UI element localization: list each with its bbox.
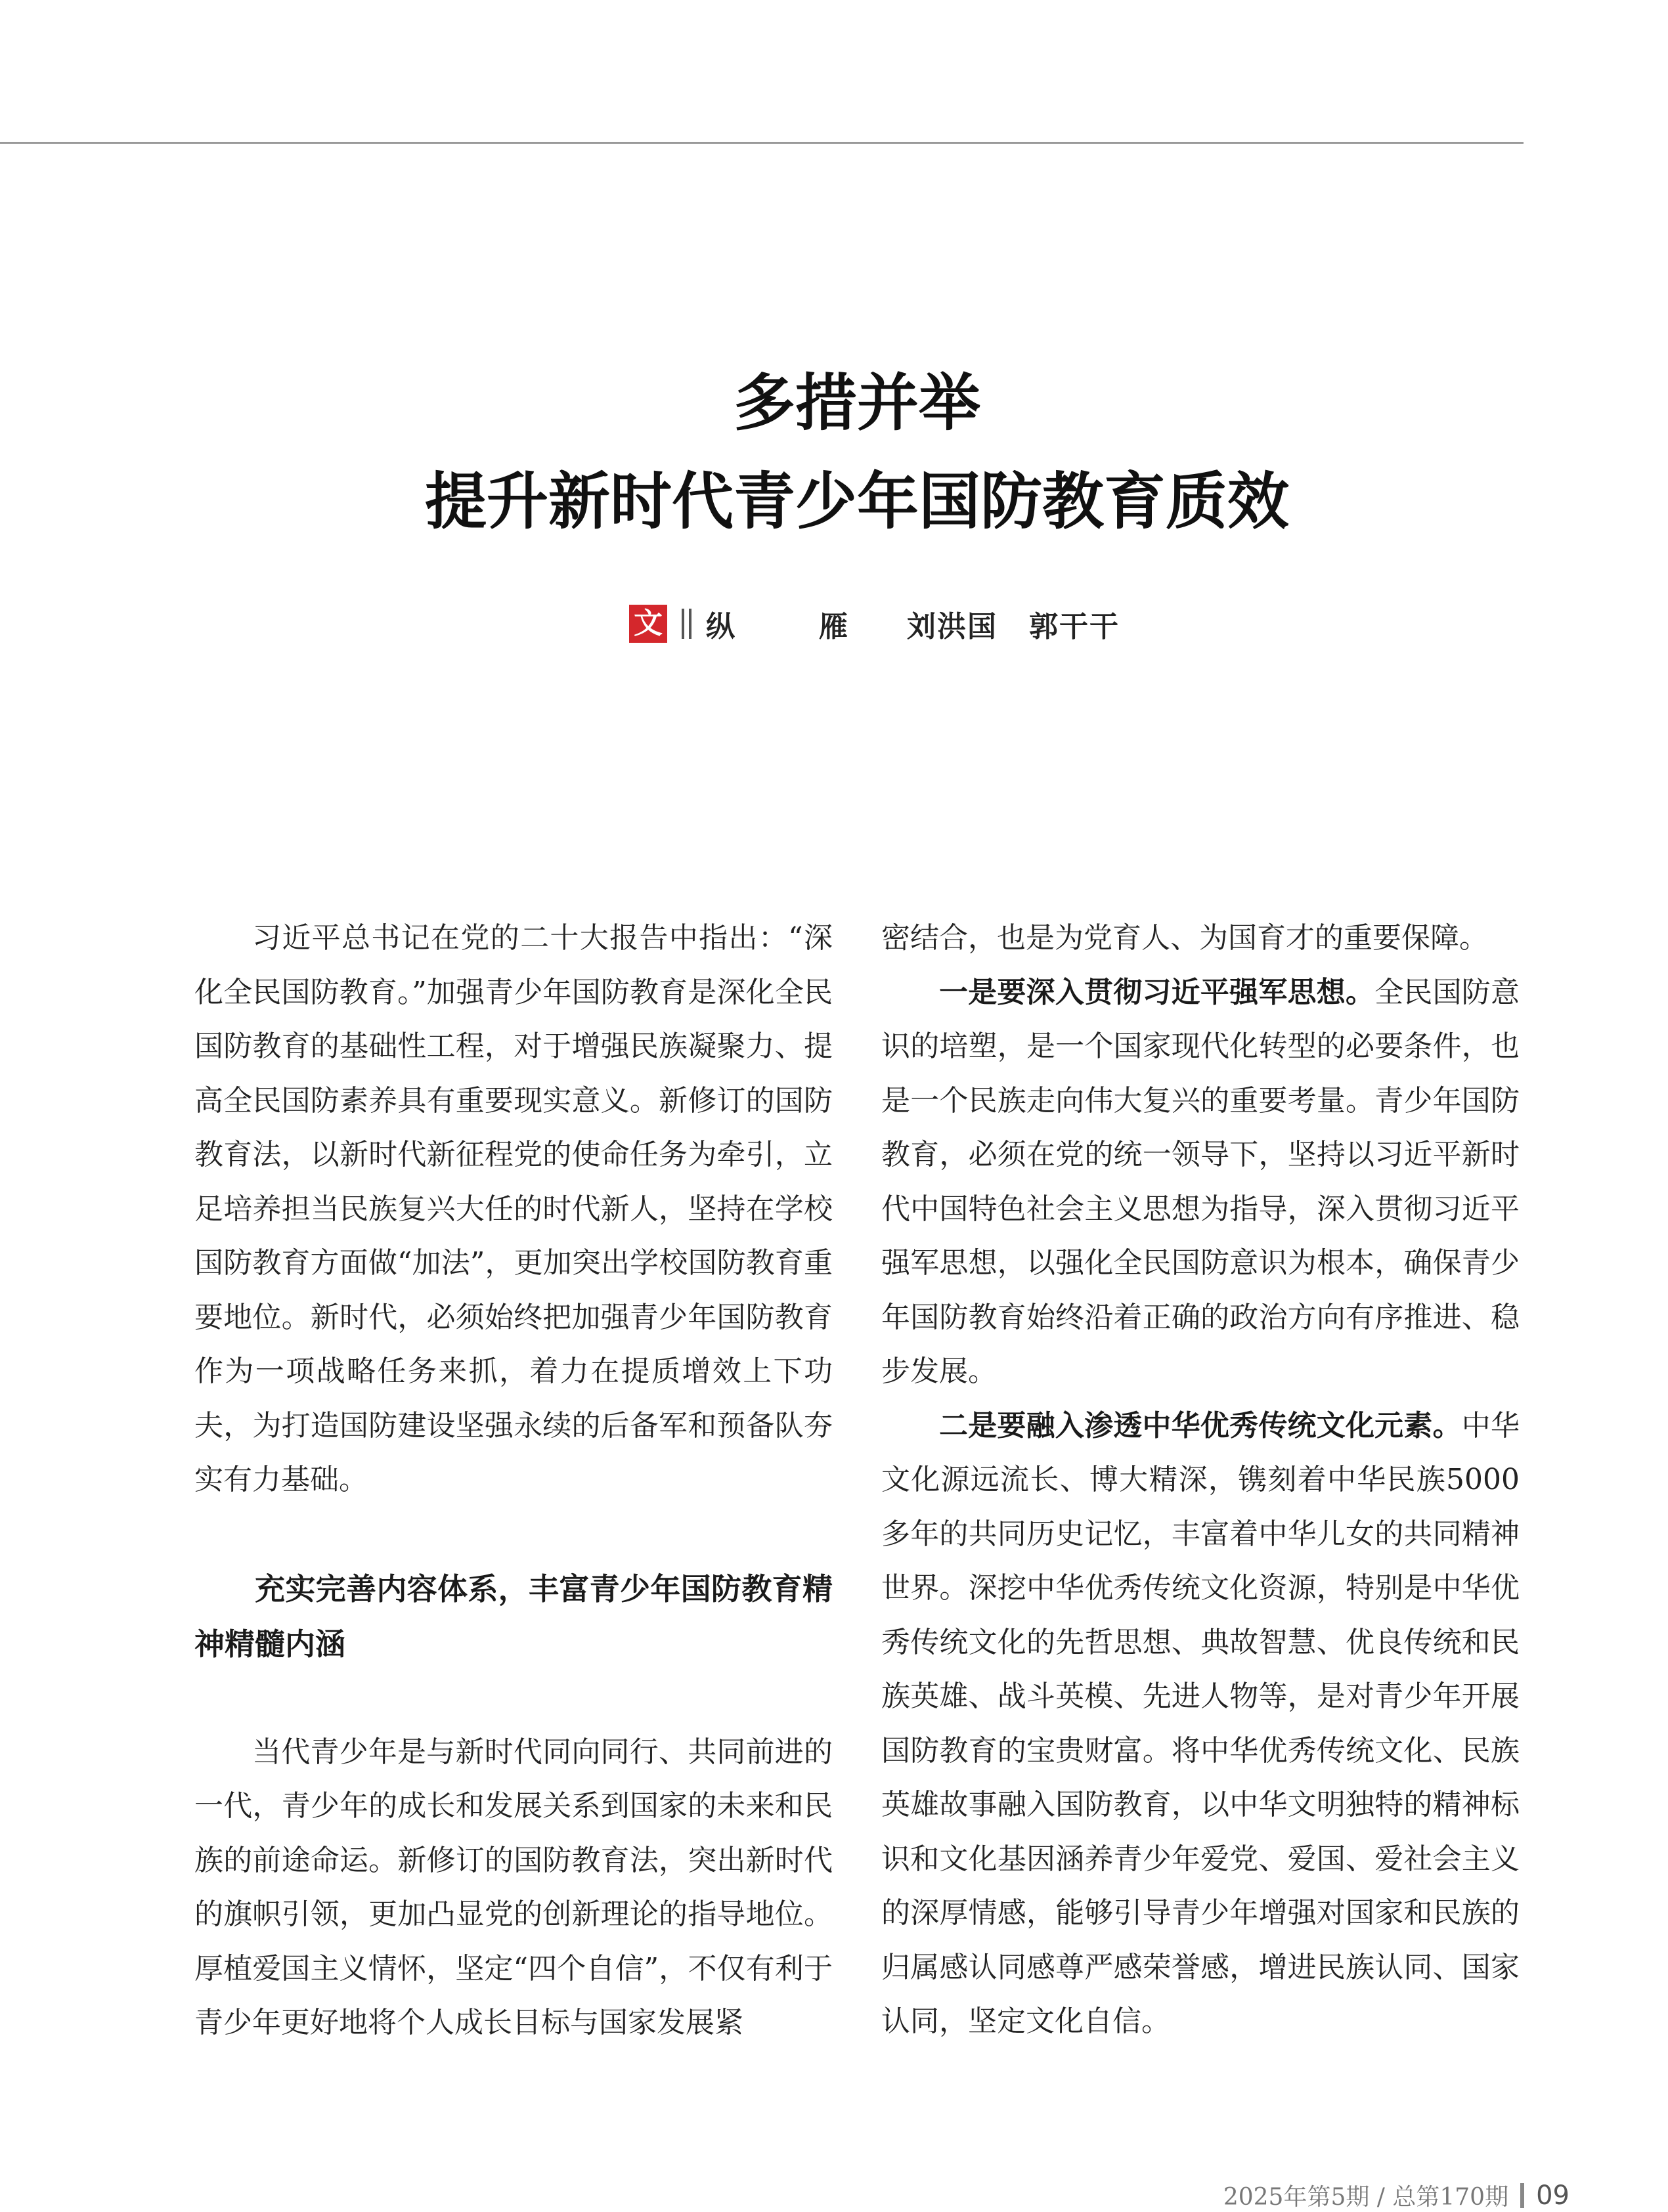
section-paragraph: 当代青少年是与新时代同向同行、共同前进的一代，青少年的成长和发展关系到国家的未来和民族的前途命运。新修订的国防教育法，突出新时代的旗帜引领，更加凸显党的创新理论的指导地位。厚植爱国主义情怀，坚定“四个自信”，不仅有利于青少年更好地将个人成长目标与国家发展紧 <box>194 1735 833 2039</box>
article-title <box>0 355 1668 552</box>
author-name: 郭干干 <box>1029 610 1120 643</box>
author-name: 纵 雁 <box>706 610 875 643</box>
right-column <box>881 911 1520 2049</box>
top-rule <box>0 142 1524 144</box>
left-column <box>194 911 833 2050</box>
point-1-lead: 一是要深入贯彻习近平强军思想。 <box>939 975 1375 1009</box>
byline <box>629 603 1120 645</box>
byline-separator <box>682 609 691 639</box>
page-number: 09 <box>1536 2180 1569 2211</box>
point-1-paragraph <box>881 966 1520 1399</box>
footer-divider <box>1520 2183 1524 2208</box>
point-2-lead: 二是要融入渗透中华优秀传统文化元素。 <box>939 1408 1462 1442</box>
author-name: 刘洪国 <box>907 610 998 643</box>
title-line-1: 多措并举 <box>733 368 980 439</box>
byline-badge: 文 <box>629 605 667 643</box>
point-2-body: 中华文化源远流长、博大精深，镌刻着中华民族5000多年的共同历史记忆，丰富着中华儿女的共同精神世界。深挖中华优秀传统文化资源，特别是中华优秀传统文化的先哲思想、典故智慧、优良传统和民族英雄、战斗英模、先进人物等，是对青少年开展国防教育的宝贵财富。将中华优秀传统文化、民族英雄故事融入国防教育，以中华文明独特的精神标识和文化基因涵养青少年爱党、爱国、爱社会主义的深厚情感，能够引导青少年增强对国家和民族的归属感认同感尊严感荣誉感，增进民族认同、国家认同，坚定文化自信。 <box>881 1408 1520 2038</box>
title-line-2: 提升新时代青少年国防教育质效 <box>424 466 1289 538</box>
issue-info: 2025年第5期 / 总第170期 <box>1223 2184 1509 2211</box>
author-list <box>706 603 1120 645</box>
page-footer <box>1223 2179 1569 2212</box>
section-heading: 充实完善内容体系，丰富青少年国防教育精神精髓内涵 <box>194 1571 833 1662</box>
point-2-paragraph <box>881 1399 1520 2049</box>
continuation-paragraph: 密结合，也是为党育人、为国育才的重要保障。 <box>881 921 1488 955</box>
intro-paragraph: 习近平总书记在党的二十大报告中指出：“深化全民国防教育。”加强青少年国防教育是深化全民国防教育的基础性工程，对于增强民族凝聚力、提高全民国防素养具有重要现实意义。新修订的国防教育法，以新时代新征程党的使命任务为牵引，立足培养担当民族复兴大任的时代新人，坚持在学校国防教育方面做“加法”，更加突出学校国防教育重要地位。新时代，必须始终把加强青少年国防教育作为一项战略任务来抓，着力在提质增效上下功夫，为打造国防建设坚强永续的后备军和预备队夯实有力基础。 <box>194 921 833 1496</box>
point-1-body: 全民国防意识的培塑，是一个国家现代化转型的必要条件，也是一个民族走向伟大复兴的重要考量。青少年国防教育，必须在党的统一领导下，坚持以习近平新时代中国特色社会主义思想为指导，深入贯彻习近平强军思想，以强化全民国防意识为根本，确保青少年国防教育始终沿着正确的政治方向有序推进、稳步发展。 <box>881 975 1520 1388</box>
